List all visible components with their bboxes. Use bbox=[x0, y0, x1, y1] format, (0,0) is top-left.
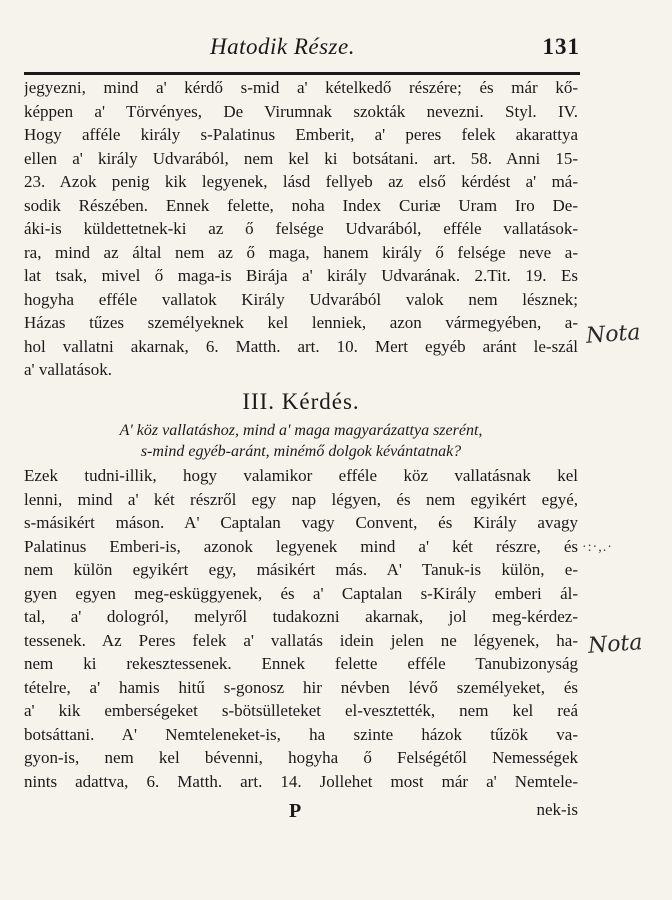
text-line: a' kik emberségeket s-bötsülleteket el-vesztették, nem kel reá bbox=[24, 701, 578, 720]
running-title: Hatodik Része. bbox=[210, 34, 355, 59]
text-line: lat tsak, mivel ő maga-is Birája a' király Udvarának. 2.Tit. 19. Es bbox=[24, 266, 578, 285]
section-question-line: s-mind egyéb-aránt, minémő dolgok kévántatnak? bbox=[140, 443, 462, 460]
text-line: gyon-is, nem kel bévenni, hogyha ő Felségétől Nemességek bbox=[24, 748, 578, 767]
page-header bbox=[210, 34, 580, 70]
section-heading: III. Kérdés. bbox=[242, 389, 360, 414]
margin-note-nota: Nota bbox=[587, 630, 644, 659]
text-line: tessenek. Az Peres felek a' vallatás idein jelen ne légyenek, ha- bbox=[24, 630, 578, 650]
text-line: hol vallatni akarnak, 6. Matth. art. 10. Mert egyéb aránt le-szál bbox=[24, 336, 578, 356]
text-line: hogyha efféle vallatok Király Udvarából valok nem lésznek; bbox=[24, 289, 578, 309]
text-line: sodik Részében. Ennek felette, noha Index Curiæ Uram Iro De- bbox=[24, 195, 578, 215]
margin-note-nota: Nota bbox=[585, 320, 642, 349]
text-line: Ezek tudni-illik, hogy valamikor efféle köz vallatásnak kel bbox=[24, 466, 578, 485]
text-line: botsáttani. A' Nemteleneket-is, ha szinte házok tűzök va- bbox=[24, 724, 578, 744]
text-line: Palatinus Emberi-is, azonok legyenek mind a' két részre, és bbox=[24, 536, 578, 556]
text-line: áki-is küldettetnek-ki az ő felsége Udvarából, efféle vallatások- bbox=[24, 219, 578, 238]
signature-mark: P bbox=[289, 800, 302, 822]
text-line: nints adattva, 6. Matth. art. 14. Jollehet most már a' Nemtele- bbox=[24, 771, 578, 791]
text-line: 23. Azok penig kik legyenek, lásd fellyeb az első kérdést a' má- bbox=[24, 172, 578, 191]
text-line: jegyezni, mind a' kérdő s-mid a' kételkedő részére; és már kő- bbox=[24, 78, 578, 97]
page-footer bbox=[24, 800, 578, 826]
text-line: tal, a' dologról, melyről tudakozni akarnak, jol meg-kérdez- bbox=[24, 607, 578, 626]
text-line: lenni, mind a' két részről egy nap légyen, és nem egyikért egyé, bbox=[24, 489, 578, 509]
page-number: 131 bbox=[542, 34, 580, 59]
text-line: nem külön egyikért egy, másikért más. A' Tanuk-is külön, e- bbox=[24, 560, 578, 579]
catchword: nek-is bbox=[536, 800, 578, 819]
text-line: ra, mind az által nem az ő maga, hanem király ő felsége neve a- bbox=[24, 242, 578, 262]
text-line: gyen egyen meg-esküggyenek, és a' Captalan s-Király emberi ál- bbox=[24, 583, 578, 603]
text-line: ellen a' király Udvarából, nem kel ki botsátani. art. 58. Anni 15- bbox=[24, 148, 578, 168]
header-rule bbox=[24, 72, 580, 75]
text-line: nem ki rekesztessenek. Ennek felette efféle Tanubizonyság bbox=[24, 654, 578, 673]
text-line: Házas tűzes személyeknek kel lenniek, azon vármegyében, a- bbox=[24, 313, 578, 332]
text-line: Hogy afféle király s-Palatinus Emberit, a' peres felek akarattya bbox=[24, 125, 578, 144]
section-question-line: A' köz vallatáshoz, mind a' maga magyarázattya szerént, bbox=[119, 422, 483, 439]
paragraph-1 bbox=[24, 76, 578, 382]
text-line: s-másikért máson. A' Captalan vagy Convent, és Király avagy bbox=[24, 513, 578, 532]
text-line: képpen a' Törvényes, De Virumnak szokták nevezni. Styl. IV. bbox=[24, 101, 578, 121]
text-line: a' vallatások. bbox=[24, 360, 113, 379]
paragraph-2 bbox=[24, 464, 578, 793]
text-line: tételre, a' hamis hitű s-gonosz hir névben lévő személyeket, és bbox=[24, 677, 578, 697]
margin-mark: ·:·,.· bbox=[582, 540, 613, 555]
